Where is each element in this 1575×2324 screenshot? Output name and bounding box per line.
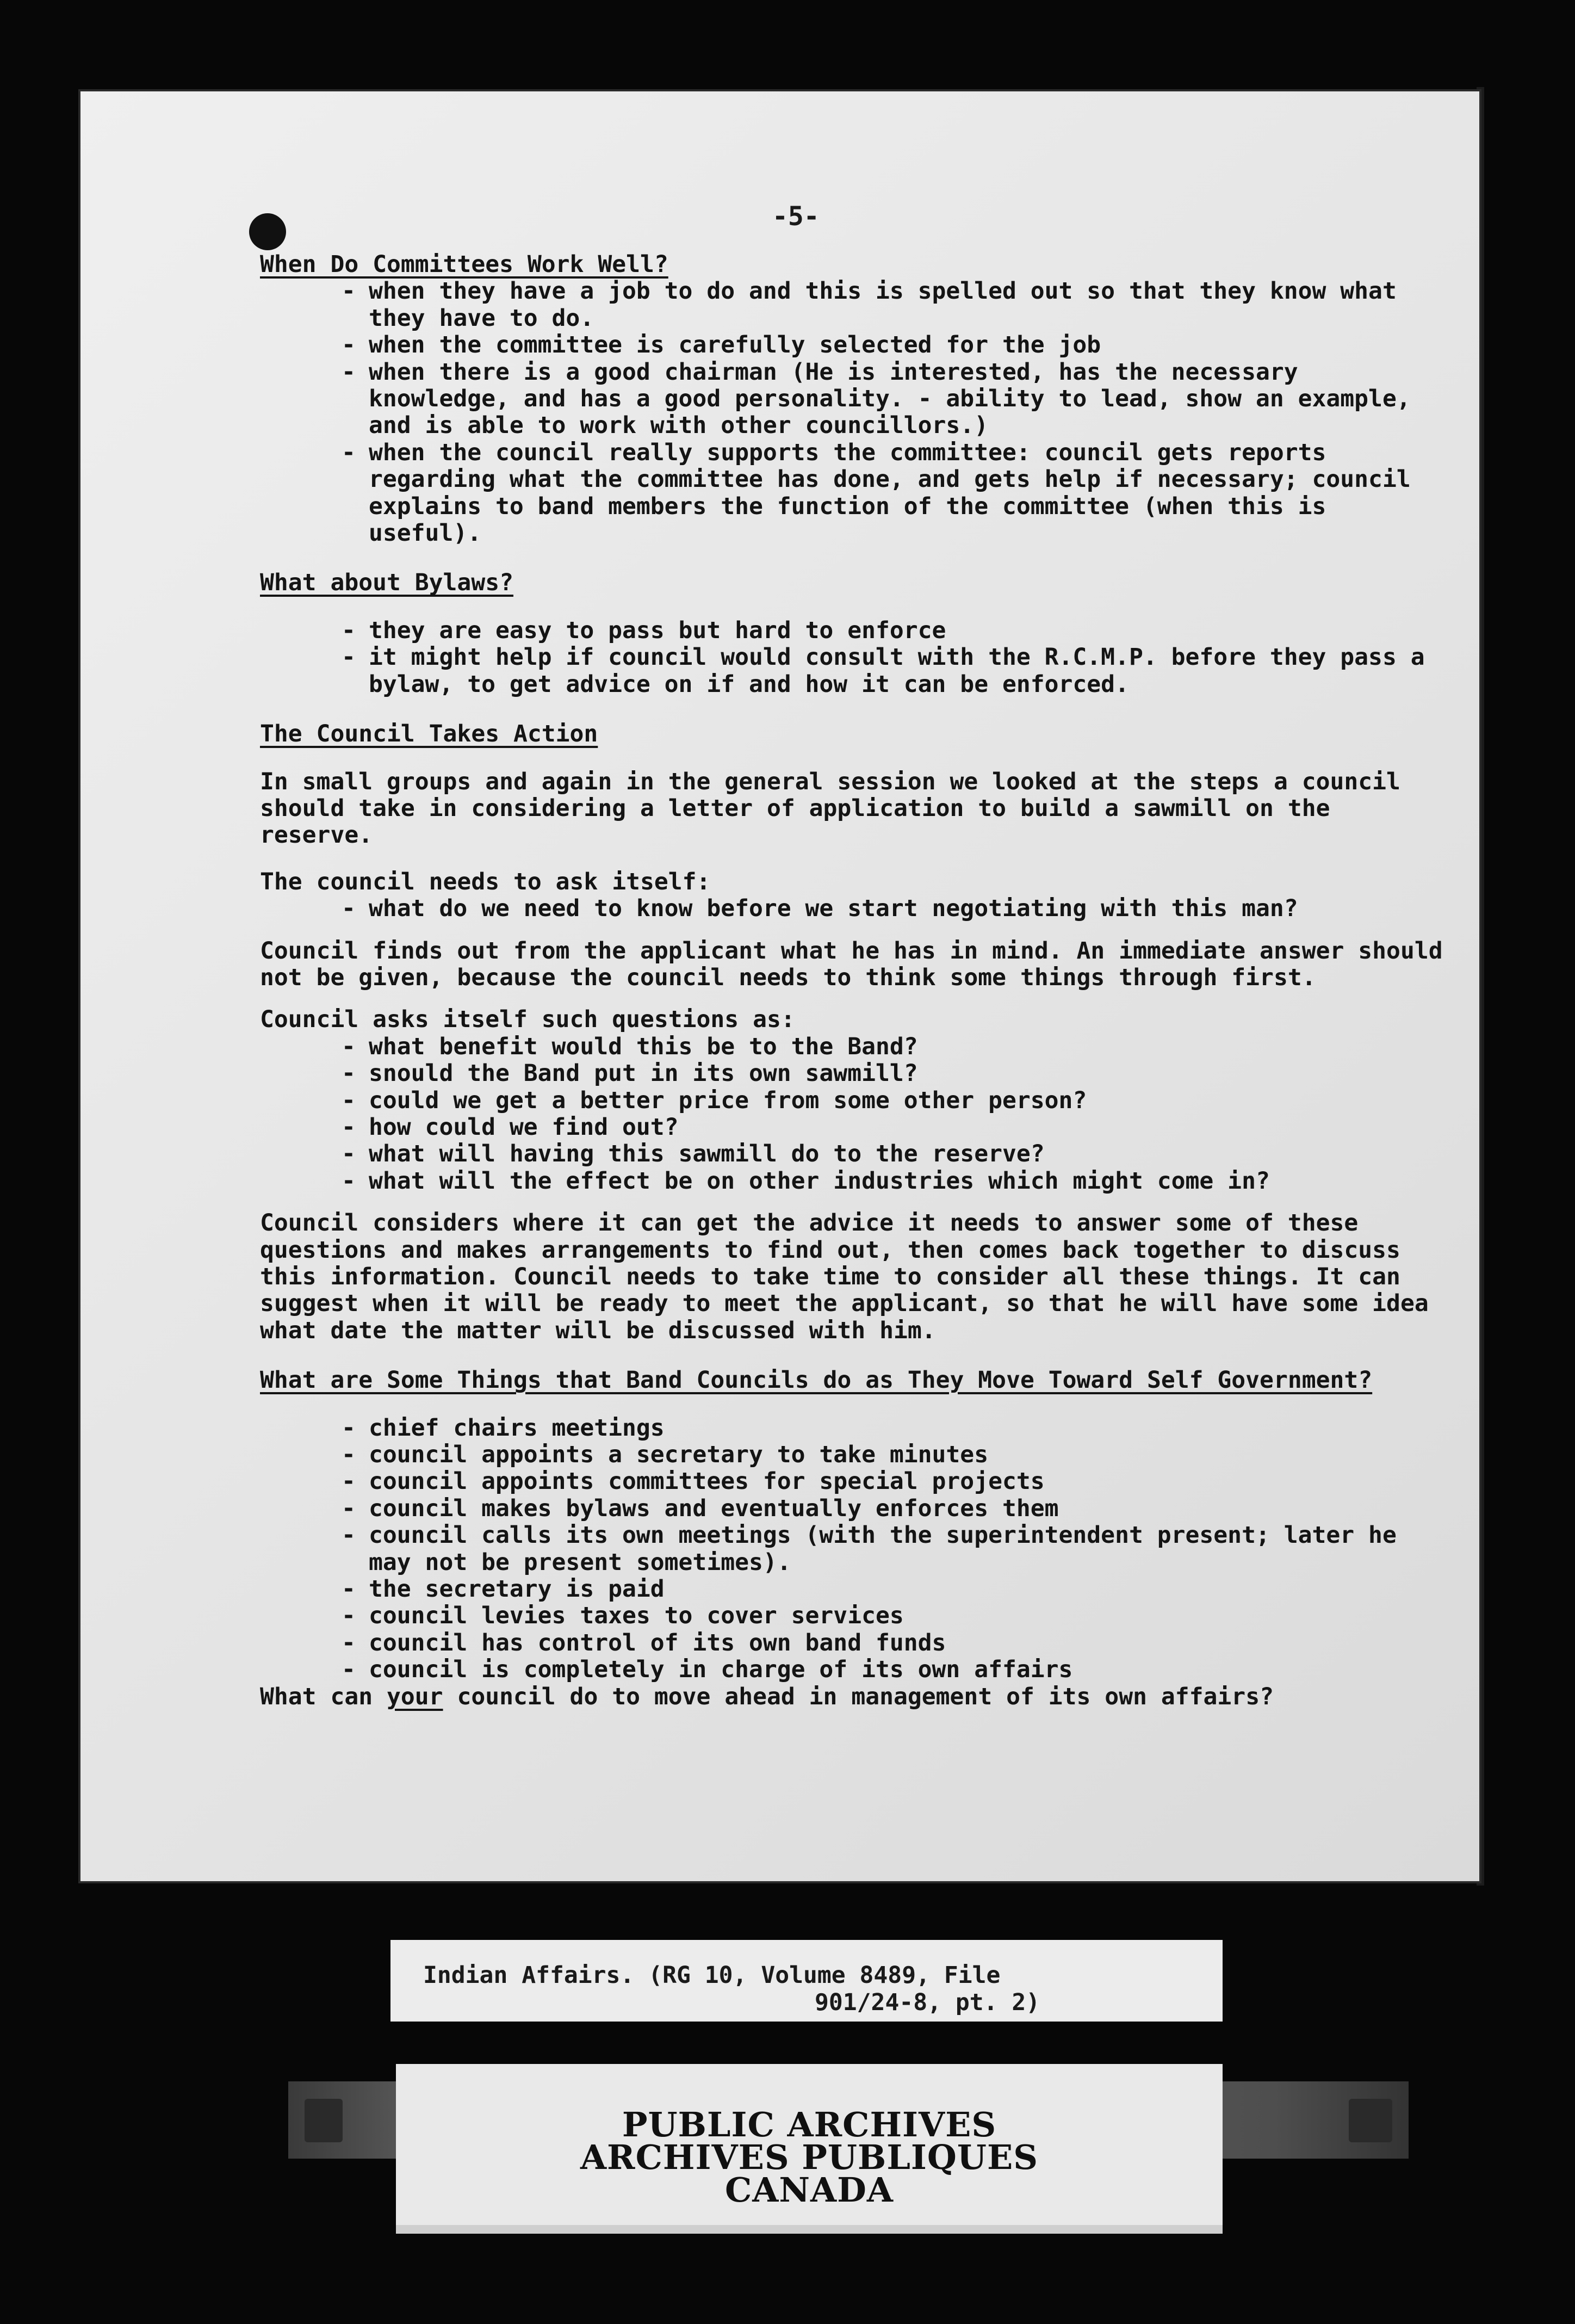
list-item: - council makes bylaws and eventually enforces them (342, 1495, 1446, 1522)
archive-label-line2: 901/24-8, pt. 2) (815, 1989, 1040, 2016)
stamp-tab-left (305, 2099, 343, 2142)
ask-label: The council needs to ask itself: (260, 868, 711, 895)
list-item: - they are easy to pass but hard to enforce (342, 617, 1446, 644)
action-intro: In small groups and again in the general session we looked at the steps a council should take in considering a letter of application to build a sawmill on the reserve. (260, 768, 1400, 849)
list-item: - council has control of its own band funds (342, 1630, 1446, 1657)
stamp-line2: ARCHIVES PUBLIQUES (580, 2137, 1039, 2177)
closing-text-start: What can (260, 1683, 387, 1710)
closing-question (260, 1684, 1446, 1710)
stamp-bottom-strip (396, 2225, 1223, 2234)
punch-hole (249, 213, 286, 250)
finds-out-paragraph: Council finds out from the applicant what he has in mind. An immediate answer should not be given, because the council needs to think some things through first. (260, 937, 1443, 991)
list-item: - when the committee is carefully selected for the job (342, 332, 1446, 359)
list-item: - it might help if council would consult with the R.C.M.P. before they pass a bylaw, to get advice on if and how it can be enforced. (342, 644, 1446, 698)
closing-emphasis: your (387, 1683, 443, 1710)
closing-text-end: council do to move ahead in management of its own affairs? (443, 1683, 1274, 1710)
list-item: - what do we need to know before we start negotiating with this man? (342, 895, 1446, 922)
list-item: - chief chairs meetings (342, 1415, 1446, 1442)
archives-stamp (396, 2064, 1223, 2234)
archive-reference-label (390, 1940, 1223, 2022)
committees-list (260, 278, 1446, 547)
list-item: - what will having this sawmill do to the reserve? (342, 1141, 1446, 1167)
document-body (260, 251, 1446, 1710)
questions-list (260, 1034, 1446, 1195)
list-item: - could we get a better price from some other person? (342, 1087, 1446, 1114)
stamp-line1: PUBLIC ARCHIVES (622, 2105, 997, 2144)
list-item: - what benefit would this be to the Band? (342, 1034, 1446, 1060)
list-item: - council appoints a secretary to take minutes (342, 1442, 1446, 1468)
archive-label-line1: Indian Affairs. (RG 10, Volume 8489, File (423, 1962, 1001, 1989)
heading-self-government: What are Some Things that Band Councils do as They Move Toward Self Government? (260, 1367, 1373, 1394)
ask-list (260, 895, 1446, 922)
list-item: - when there is a good chairman (He is interested, has the necessary knowledge, and has a good personality. - ability to lead, show an example, and is able to work with other councillors.) (342, 359, 1446, 440)
list-item: - when they have a job to do and this is spelled out so that they know what they have to do. (342, 278, 1446, 332)
considers-paragraph: Council considers where it can get the advice it needs to answer some of these questions and makes arrangements to find out, then comes back together to discuss this information. Council needs to take time to consider all these things. It can suggest when it will be ready to meet the applicant, so that he will have some idea what date the matter will be discussed with him. (260, 1209, 1429, 1344)
heading-bylaws: What about Bylaws? (260, 569, 513, 597)
list-item: - how could we find out? (342, 1114, 1446, 1141)
list-item: - snould the Band put in its own sawmill? (342, 1060, 1446, 1087)
bylaws-list (260, 617, 1446, 698)
self-government-list (260, 1415, 1446, 1684)
list-item: - council levies taxes to cover services (342, 1603, 1446, 1629)
stamp-line3: CANADA (724, 2170, 894, 2210)
page-number: -5- (772, 201, 820, 232)
list-item: - the secretary is paid (342, 1576, 1446, 1603)
list-item: - what will the effect be on other industries which might come in? (342, 1168, 1446, 1195)
questions-label: Council asks itself such questions as: (260, 1006, 795, 1034)
list-item: - council appoints committees for special projects (342, 1468, 1446, 1495)
heading-council-action: The Council Takes Action (260, 720, 598, 748)
list-item: - council calls its own meetings (with the superintendent present; later he may not be present sometimes). (342, 1522, 1446, 1576)
list-item: - council is completely in charge of its own affairs (342, 1657, 1446, 1683)
stamp-tab-right (1349, 2099, 1392, 2142)
list-item: - when the council really supports the committee: council gets reports regarding what the committee has done, and gets help if necessary; council explains to band members the function of the committee (when this is useful). (342, 440, 1446, 547)
heading-committees: When Do Committees Work Well? (260, 251, 668, 278)
